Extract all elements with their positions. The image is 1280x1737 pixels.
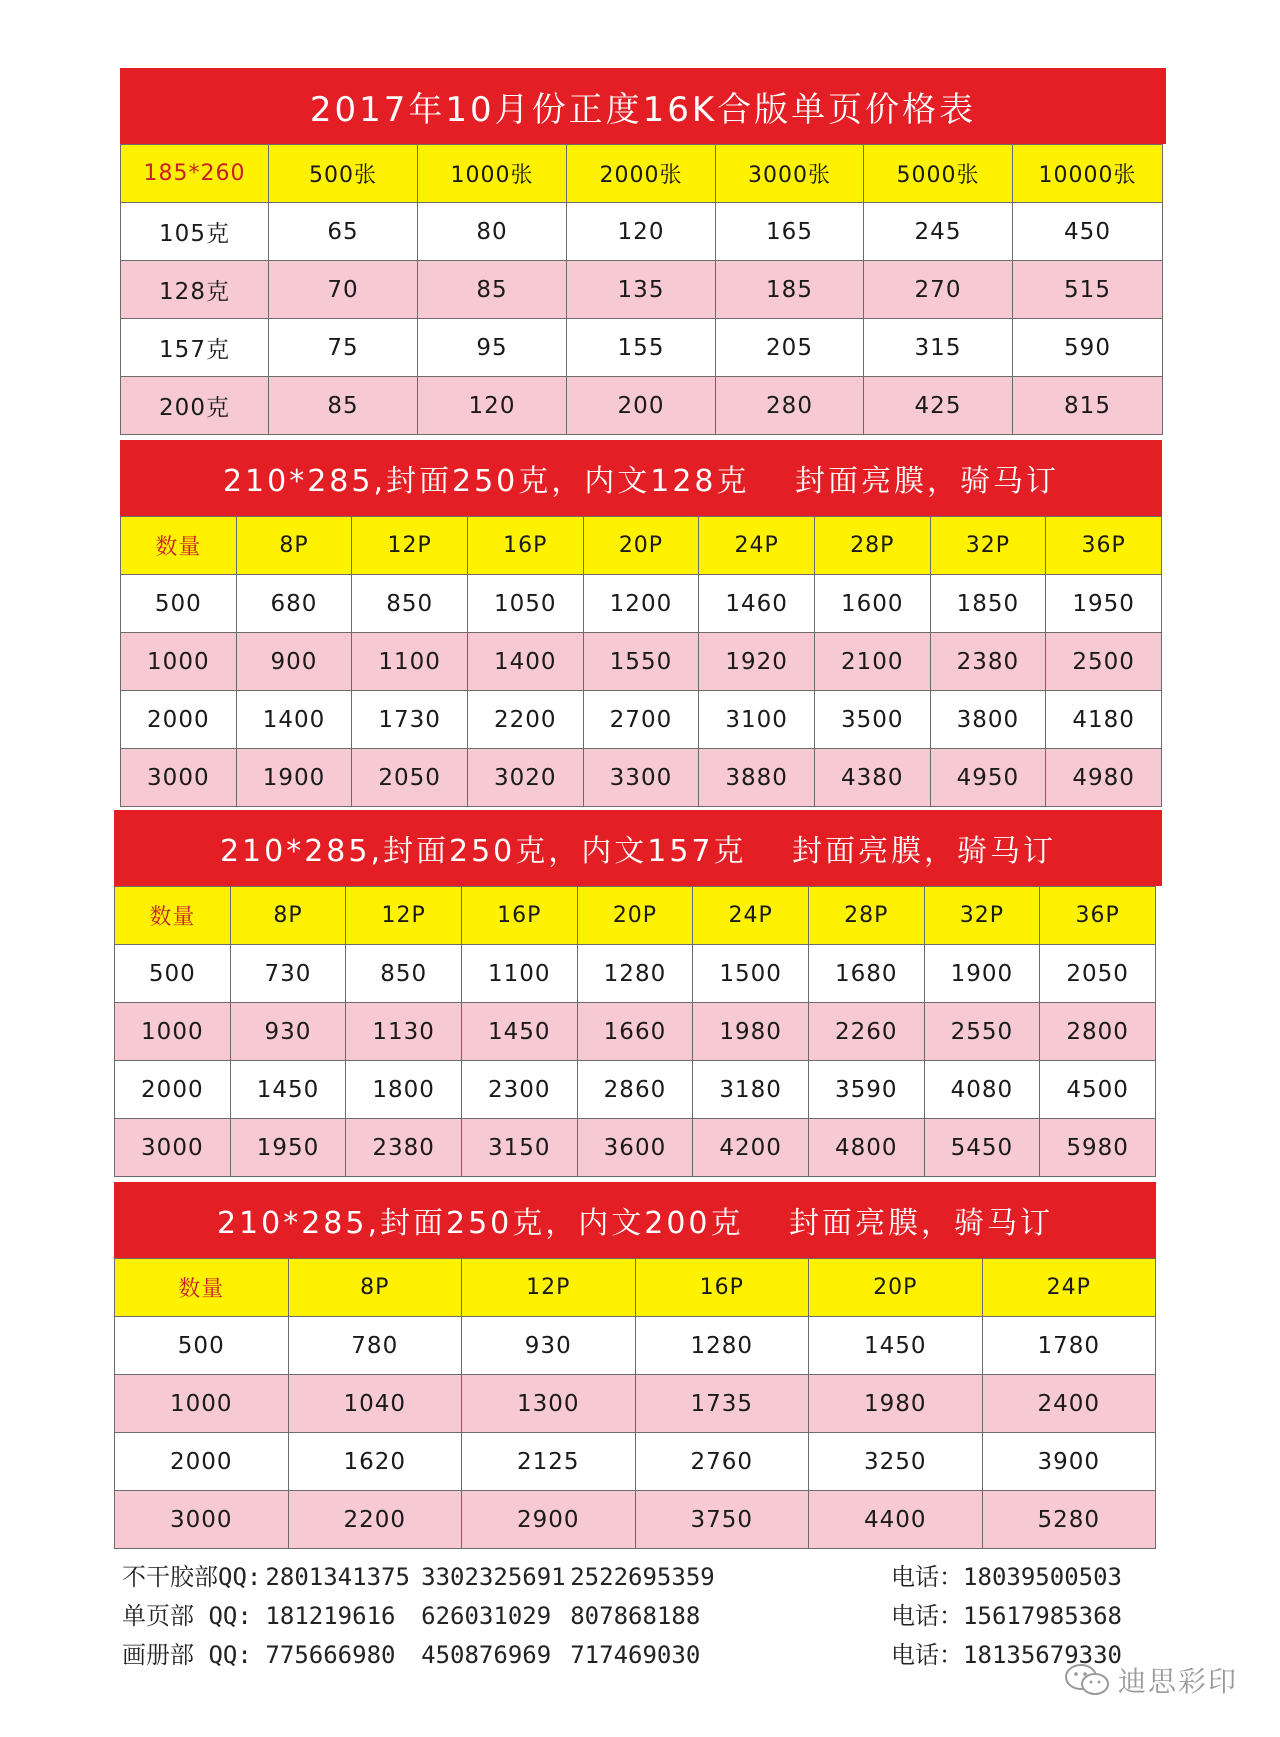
price-cell: 135 [567, 261, 716, 319]
price-cell: 4400 [809, 1491, 983, 1549]
brochure-200-title: 210*285,封面250克，内文200克 封面亮膜，骑马订 [114, 1182, 1156, 1258]
price-cell: 3150 [461, 1119, 577, 1177]
price-cell: 1950 [230, 1119, 346, 1177]
price-cell: 2050 [1040, 945, 1156, 1003]
price-cell: 4950 [930, 749, 1046, 807]
price-cell: 315 [864, 319, 1013, 377]
header-row [121, 145, 1163, 203]
price-cell: 1200 [583, 575, 699, 633]
column-header: 20P [577, 887, 693, 945]
price-cell: 680 [236, 575, 352, 633]
price-cell: 850 [346, 945, 462, 1003]
price-cell: 3100 [699, 691, 815, 749]
price-cell: 515 [1013, 261, 1163, 319]
contact-info [122, 1558, 1122, 1675]
price-cell: 270 [864, 261, 1013, 319]
column-header: 数量 [121, 517, 237, 575]
row-label: 500 [121, 575, 237, 633]
wechat-icon [1064, 1663, 1110, 1697]
price-cell: 2700 [583, 691, 699, 749]
column-header: 32P [930, 517, 1046, 575]
column-header: 500张 [269, 145, 418, 203]
price-cell: 815 [1013, 377, 1163, 435]
price-cell: 850 [352, 575, 468, 633]
column-header: 24P [699, 517, 815, 575]
column-header: 20P [583, 517, 699, 575]
row-label: 3000 [115, 1491, 289, 1549]
row-label: 3000 [115, 1119, 231, 1177]
row-label: 500 [115, 945, 231, 1003]
price-cell: 2400 [982, 1375, 1156, 1433]
table-row [121, 575, 1162, 633]
price-cell: 2550 [924, 1003, 1040, 1061]
price-cell: 2260 [808, 1003, 924, 1061]
brochure-157-table [114, 886, 1156, 1177]
price-cell: 3750 [635, 1491, 809, 1549]
price-cell: 2200 [467, 691, 583, 749]
price-cell: 3020 [467, 749, 583, 807]
brochure-128-title: 210*285,封面250克，内文128克 封面亮膜，骑马订 [120, 440, 1162, 516]
table-row [121, 633, 1162, 691]
brochure-128-section [120, 440, 1162, 807]
brochure-157-title: 210*285,封面250克，内文157克 封面亮膜，骑马订 [114, 810, 1162, 886]
price-cell: 280 [716, 377, 864, 435]
price-cell: 1900 [924, 945, 1040, 1003]
qq-number: 807868188 [570, 1602, 701, 1630]
column-header: 12P [462, 1259, 636, 1317]
price-cell: 205 [716, 319, 864, 377]
column-header: 28P [814, 517, 930, 575]
contact-label: 画册部 QQ: [122, 1641, 252, 1669]
column-header: 24P [693, 887, 809, 945]
contact-row [122, 1558, 1122, 1597]
price-cell: 590 [1013, 319, 1163, 377]
table-row [115, 1119, 1156, 1177]
price-cell: 1450 [230, 1061, 346, 1119]
single-page-section [120, 68, 1166, 435]
price-cell: 4080 [924, 1061, 1040, 1119]
price-cell: 1100 [352, 633, 468, 691]
price-cell: 425 [864, 377, 1013, 435]
price-cell: 1850 [930, 575, 1046, 633]
column-header: 8P [288, 1259, 462, 1317]
column-header: 12P [346, 887, 462, 945]
price-cell: 3500 [814, 691, 930, 749]
row-label: 1000 [115, 1003, 231, 1061]
price-cell: 2380 [930, 633, 1046, 691]
price-cell: 85 [269, 377, 418, 435]
table-row [115, 1061, 1156, 1119]
price-cell: 1280 [635, 1317, 809, 1375]
price-cell: 900 [236, 633, 352, 691]
price-cell: 1730 [352, 691, 468, 749]
contact-row [122, 1597, 1122, 1636]
price-cell: 1900 [236, 749, 352, 807]
page-title: 2017年10月份正度16K合版单页价格表 [120, 68, 1166, 144]
price-cell: 1400 [467, 633, 583, 691]
price-cell: 1735 [635, 1375, 809, 1433]
price-cell: 1100 [461, 945, 577, 1003]
price-cell: 70 [269, 261, 418, 319]
column-header: 1000张 [418, 145, 567, 203]
table-row [121, 319, 1163, 377]
row-label: 500 [115, 1317, 289, 1375]
price-cell: 1130 [346, 1003, 462, 1061]
price-cell: 1600 [814, 575, 930, 633]
price-cell: 1980 [693, 1003, 809, 1061]
table-row [121, 203, 1163, 261]
price-cell: 165 [716, 203, 864, 261]
price-cell: 4200 [693, 1119, 809, 1177]
price-cell: 2900 [462, 1491, 636, 1549]
price-cell: 1660 [577, 1003, 693, 1061]
column-header: 数量 [115, 1259, 289, 1317]
qq-number: 626031029 [421, 1602, 552, 1630]
column-header: 10000张 [1013, 145, 1163, 203]
price-cell: 2380 [346, 1119, 462, 1177]
column-header: 32P [924, 887, 1040, 945]
table-row [115, 1433, 1156, 1491]
brochure-157-section [114, 810, 1162, 1177]
contact-label: 不干胶部QQ: [122, 1563, 262, 1591]
price-cell: 3800 [930, 691, 1046, 749]
watermark [1064, 1660, 1238, 1700]
price-cell: 1460 [699, 575, 815, 633]
column-header: 3000张 [716, 145, 864, 203]
price-cell: 155 [567, 319, 716, 377]
price-cell: 1280 [577, 945, 693, 1003]
brochure-128-table [120, 516, 1162, 807]
price-cell: 3180 [693, 1061, 809, 1119]
price-cell: 3600 [577, 1119, 693, 1177]
price-cell: 185 [716, 261, 864, 319]
qq-number: 2801341375 [265, 1563, 410, 1591]
price-cell: 1050 [467, 575, 583, 633]
price-cell: 1500 [693, 945, 809, 1003]
price-cell: 2800 [1040, 1003, 1156, 1061]
header-row [121, 517, 1162, 575]
price-cell: 3250 [809, 1433, 983, 1491]
price-cell: 4980 [1046, 749, 1162, 807]
contact-label: 单页部 QQ: [122, 1602, 252, 1630]
price-cell: 930 [230, 1003, 346, 1061]
price-cell: 200 [567, 377, 716, 435]
table-row [121, 377, 1163, 435]
phone-number: 电话：18135679330 [891, 1641, 1122, 1669]
price-cell: 245 [864, 203, 1013, 261]
price-cell: 1400 [236, 691, 352, 749]
column-header: 16P [461, 887, 577, 945]
table-row [115, 1491, 1156, 1549]
table-row [121, 691, 1162, 749]
price-cell: 2200 [288, 1491, 462, 1549]
price-cell: 5450 [924, 1119, 1040, 1177]
header-row [115, 1259, 1156, 1317]
price-cell: 930 [462, 1317, 636, 1375]
qq-number: 775666980 [265, 1641, 396, 1669]
table-row [115, 1317, 1156, 1375]
column-header: 24P [982, 1259, 1156, 1317]
price-cell: 450 [1013, 203, 1163, 261]
column-header: 16P [467, 517, 583, 575]
qq-number: 450876969 [421, 1641, 552, 1669]
price-cell: 1950 [1046, 575, 1162, 633]
qq-number: 181219616 [265, 1602, 396, 1630]
row-label: 2000 [121, 691, 237, 749]
price-cell: 2300 [461, 1061, 577, 1119]
row-label: 200克 [121, 377, 269, 435]
table-row [121, 749, 1162, 807]
price-cell: 1450 [461, 1003, 577, 1061]
price-cell: 2050 [352, 749, 468, 807]
price-cell: 1680 [808, 945, 924, 1003]
column-header: 185*260 [121, 145, 269, 203]
table-row [121, 261, 1163, 319]
price-cell: 75 [269, 319, 418, 377]
single-page-table [120, 144, 1163, 435]
price-cell: 120 [567, 203, 716, 261]
column-header: 28P [808, 887, 924, 945]
column-header: 8P [230, 887, 346, 945]
price-cell: 65 [269, 203, 418, 261]
table-row [115, 945, 1156, 1003]
price-cell: 80 [418, 203, 567, 261]
price-cell: 3880 [699, 749, 815, 807]
price-cell: 120 [418, 377, 567, 435]
price-cell: 3590 [808, 1061, 924, 1119]
column-header: 数量 [115, 887, 231, 945]
price-cell: 1980 [809, 1375, 983, 1433]
price-cell: 730 [230, 945, 346, 1003]
price-cell: 2760 [635, 1433, 809, 1491]
brochure-200-section [114, 1182, 1156, 1549]
column-header: 16P [635, 1259, 809, 1317]
column-header: 8P [236, 517, 352, 575]
qq-number: 2522695359 [570, 1563, 715, 1591]
watermark-text: 迪思彩印 [1117, 1665, 1238, 1698]
column-header: 36P [1040, 887, 1156, 945]
table-row [115, 1375, 1156, 1433]
brochure-200-table [114, 1258, 1156, 1549]
price-cell: 5280 [982, 1491, 1156, 1549]
price-cell: 95 [418, 319, 567, 377]
price-cell: 2500 [1046, 633, 1162, 691]
row-label: 128克 [121, 261, 269, 319]
qq-number: 3302325691 [421, 1563, 566, 1591]
row-label: 1000 [115, 1375, 289, 1433]
price-cell: 2125 [462, 1433, 636, 1491]
price-cell: 3300 [583, 749, 699, 807]
price-cell: 1300 [462, 1375, 636, 1433]
price-cell: 3900 [982, 1433, 1156, 1491]
column-header: 5000张 [864, 145, 1013, 203]
price-cell: 1040 [288, 1375, 462, 1433]
column-header: 20P [809, 1259, 983, 1317]
row-label: 2000 [115, 1061, 231, 1119]
qq-number: 717469030 [570, 1641, 701, 1669]
contact-row [122, 1636, 1122, 1675]
price-cell: 1550 [583, 633, 699, 691]
price-cell: 1920 [699, 633, 815, 691]
price-cell: 4500 [1040, 1061, 1156, 1119]
price-cell: 4180 [1046, 691, 1162, 749]
phone-number: 电话：15617985368 [891, 1602, 1122, 1630]
column-header: 12P [352, 517, 468, 575]
price-cell: 5980 [1040, 1119, 1156, 1177]
row-label: 105克 [121, 203, 269, 261]
price-cell: 4800 [808, 1119, 924, 1177]
price-cell: 2100 [814, 633, 930, 691]
price-cell: 85 [418, 261, 567, 319]
column-header: 36P [1046, 517, 1162, 575]
table-row [115, 1003, 1156, 1061]
price-cell: 780 [288, 1317, 462, 1375]
price-cell: 1780 [982, 1317, 1156, 1375]
column-header: 2000张 [567, 145, 716, 203]
price-cell: 2860 [577, 1061, 693, 1119]
price-cell: 1450 [809, 1317, 983, 1375]
row-label: 1000 [121, 633, 237, 691]
price-cell: 1620 [288, 1433, 462, 1491]
row-label: 157克 [121, 319, 269, 377]
header-row [115, 887, 1156, 945]
row-label: 2000 [115, 1433, 289, 1491]
phone-number: 电话：18039500503 [891, 1563, 1122, 1591]
price-cell: 1800 [346, 1061, 462, 1119]
price-cell: 4380 [814, 749, 930, 807]
row-label: 3000 [121, 749, 237, 807]
